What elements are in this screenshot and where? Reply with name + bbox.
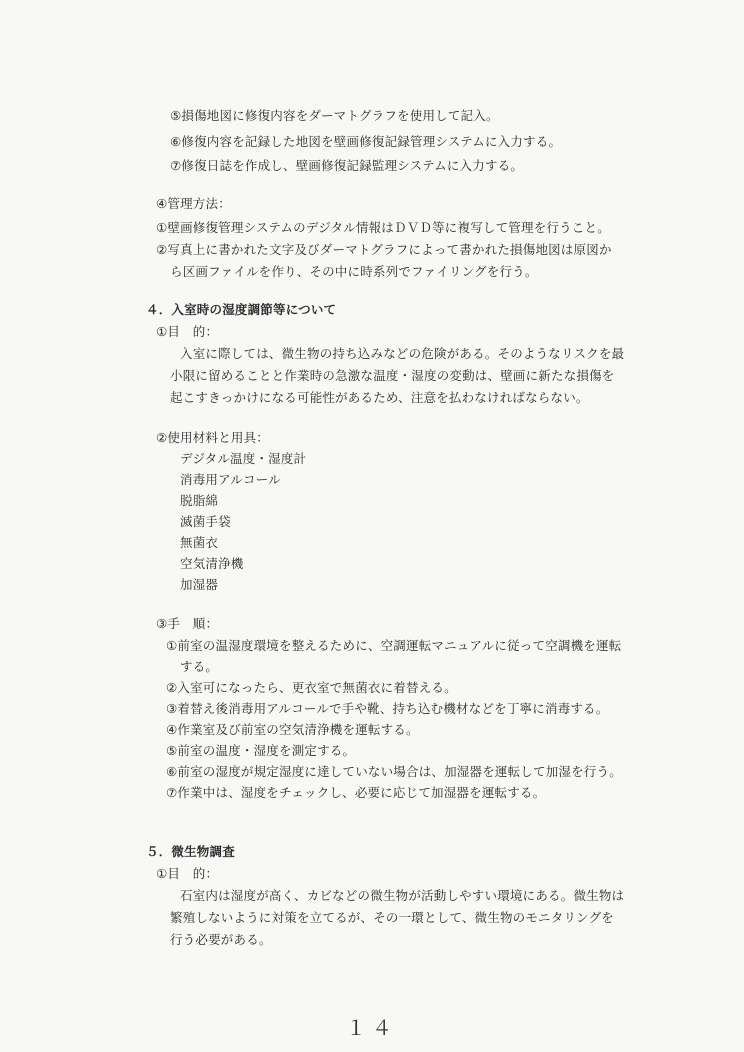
purpose-line: 小限に留めることと作業時の急激な温度・湿度の変動は、壁画に新たな損傷を <box>170 368 615 383</box>
material-item: 加湿器 <box>180 577 219 592</box>
step-line: ⑥修復内容を記録した地図を壁画修復記録管理システムに入力する。 <box>170 134 562 149</box>
material-item: デジタル温度・湿度計 <box>180 451 307 466</box>
procedure-line: する。 <box>180 659 219 674</box>
material-item: 空気清浄機 <box>180 556 244 571</box>
page-number: １４ <box>346 1016 398 1040</box>
procedure-line: ⑦作業中は、湿度をチェックし、必要に応じて加湿器を運転する。 <box>166 785 546 800</box>
procedure-line: ⑥前室の湿度が規定湿度に達していない場合は、加湿器を運転して加湿を行う。 <box>166 764 622 779</box>
step-line: ⑦修復日誌を作成し、壁画修復記録監理システムに入力する。 <box>170 158 524 173</box>
procedure-label: ③手 順： <box>156 616 219 631</box>
procedure-line: ⑤前室の温度・湿度を測定する。 <box>166 743 356 758</box>
purpose-label: ①目 的： <box>156 324 219 339</box>
materials-label: ②使用材料と用具： <box>156 430 270 445</box>
purpose-label: ①目 的： <box>156 866 219 881</box>
management-item: ①壁画修復管理システムのデジタル情報はＤＶＤ等に複写して管理を行うこと。 <box>156 220 610 235</box>
step-line: ⑤損傷地図に修復内容をダーマトグラフを使用して記入。 <box>170 108 499 123</box>
material-item: 脱脂綿 <box>180 493 219 508</box>
purpose-line: 石室内は湿度が高く、カビなどの微生物が活動しやすい環境にある。微生物は <box>180 888 625 903</box>
procedure-line: ①前室の温湿度環境を整えるために、空調運転マニュアルに従って空調機を運転 <box>166 638 622 653</box>
section-4-heading: ４．入室時の湿度調節等について <box>146 302 337 317</box>
procedure-line: ④作業室及び前室の空気清浄機を運転する。 <box>166 722 419 737</box>
material-item: 消毒用アルコール <box>180 472 281 487</box>
management-title: ④管理方法： <box>156 196 231 211</box>
procedure-line: ③着替え後消毒用アルコールで手や靴、持ち込む機材などを丁寧に消毒する。 <box>166 701 609 716</box>
purpose-line: 繁殖しないように対策を立てるが、その一環として、微生物のモニタリングを <box>170 910 615 925</box>
material-item: 滅菌手袋 <box>180 514 231 529</box>
purpose-line: 起こすきっかけになる可能性があるため、注意を払わなければならない。 <box>170 390 589 405</box>
management-item: ②写真上に書かれた文字及びダーマトグラフによって書かれた損傷地図は原図か <box>156 242 612 257</box>
purpose-line: 行う必要がある。 <box>170 932 272 947</box>
procedure-line: ②入室可になったら、更衣室で無菌衣に着替える。 <box>166 680 457 695</box>
management-item: ら区画ファイルを作り、その中に時系列でファイリングを行う。 <box>170 264 538 279</box>
material-item: 無菌衣 <box>180 535 219 550</box>
purpose-line: 入室に際しては、微生物の持ち込みなどの危険がある。そのようなリスクを最 <box>180 346 625 361</box>
section-5-heading: ５．微生物調査 <box>146 844 235 859</box>
